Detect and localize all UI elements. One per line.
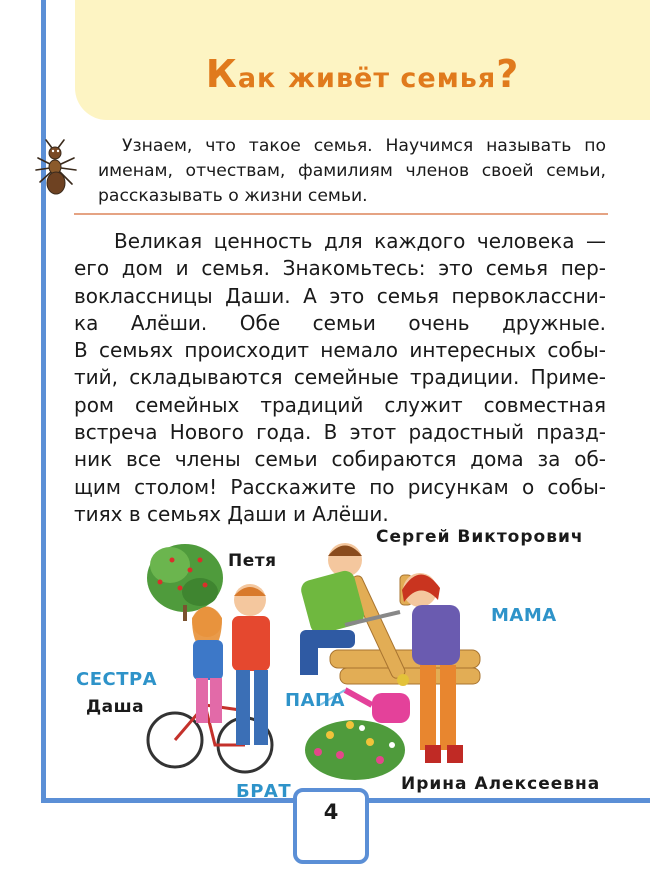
- divider-line: [74, 213, 608, 215]
- boy-petya-picture: [232, 584, 270, 745]
- dasha-label: Даша: [86, 697, 145, 717]
- sestra-label: СЕСТРА: [76, 669, 158, 690]
- intro-line: семьи, рассказывать о жизни семьи.: [98, 161, 606, 206]
- intro-line: по именам, отчествам, фамилиям членов своей: [98, 136, 606, 181]
- intro-line: Узнаем, что такое семья. Научимся называть: [122, 136, 572, 156]
- lesson-goals: [98, 134, 606, 209]
- paragraph-line: Великая ценность для каждого человека —: [114, 229, 606, 253]
- paragraph-line: встреча Нового года. В этот радостный празд-: [74, 420, 606, 445]
- title-word: ак: [237, 63, 277, 94]
- paragraph-line: ник все члены семьи собираются дома за об-: [74, 447, 606, 472]
- brat-label: БРАТ: [236, 781, 292, 802]
- petya-label: Петя: [228, 551, 277, 571]
- flowers-picture: [305, 720, 405, 780]
- paragraph-line: его дом и семья. Знакомьтесь: это семья пер-: [74, 256, 606, 281]
- paragraph-line: тий, складываются семейные традиции. Приме-: [74, 365, 606, 390]
- family-illustration: [0, 535, 650, 800]
- father-name-label: Сергей Викторович: [376, 527, 584, 547]
- page-number: 4: [323, 800, 339, 824]
- mama-label: МАМА: [491, 605, 557, 626]
- title-question-mark: ?: [496, 52, 520, 96]
- title-rest: живёт семья: [288, 63, 497, 94]
- mother-name-label: Ирина Алексеевна: [401, 774, 601, 794]
- paragraph-line: ром семейных традиций служит совместная: [74, 392, 606, 417]
- ant-icon: [30, 138, 82, 198]
- paragraph-line: щим столом! Расскажите по рисункам о собы-: [74, 474, 606, 499]
- papa-label: ПАПА: [285, 690, 345, 711]
- paragraph-line: ка Алёши. Обе семьи очень дружные.: [74, 310, 606, 335]
- main-paragraph: [74, 228, 606, 528]
- page-title: [75, 52, 650, 96]
- paragraph-line: воклассницы Даши. А это семья первоклассни-: [74, 283, 606, 308]
- paragraph-line: тиях в семьях Даши и Алёши.: [74, 501, 389, 526]
- page-number-box: [293, 788, 369, 864]
- girl-dasha-picture: [192, 607, 223, 724]
- paragraph-line: В семьях происходит немало интересных собы-: [74, 338, 606, 363]
- title-first-letter: К: [205, 52, 238, 96]
